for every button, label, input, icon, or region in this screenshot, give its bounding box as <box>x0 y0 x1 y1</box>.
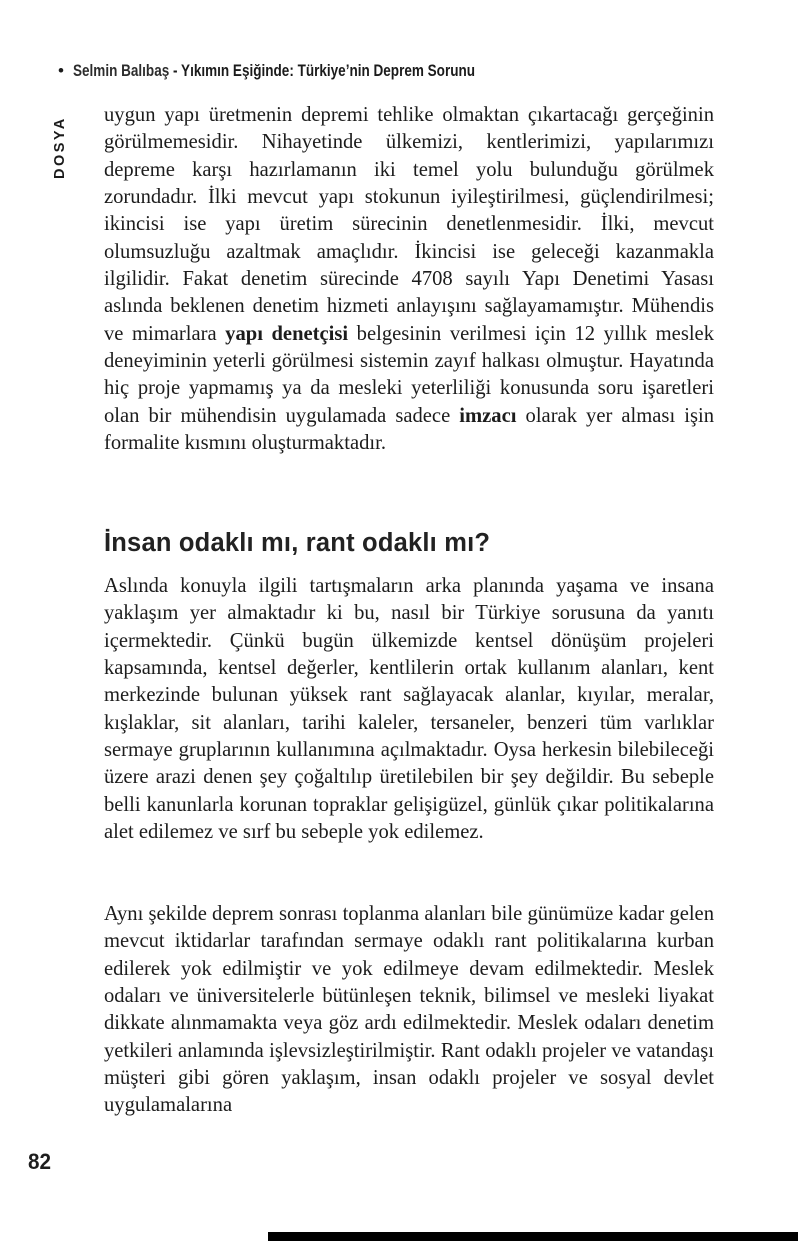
paragraph <box>104 573 714 846</box>
running-header <box>58 62 738 81</box>
bullet-icon: • <box>58 61 64 80</box>
paragraph <box>104 102 714 457</box>
text-run: Aslında konuyla ilgili tartışmaların arka planında yaşama ve insana yaklaşım yer almaktadır ki bu, nasıl bir Türkiye sorusuna da yanıtı içermektedir. Çünkü bugün ülkemizde kentsel dönüşüm projeleri kapsamında, kentsel değerler, kentlilerin ortak kullanım alanları, kent merkezinde bulunan yüksek rant sağlayacak alanlar, kıyılar, meralar, kışlaklar, sit alanları, tarihi kaleler, tersaneler, benzeri tüm varlıklar sermaye gruplarının kullanımına açılmaktadır. Oysa herkesin bilebileceği üzere arazi denen şey çoğaltılıp üretilebilen bir şey değildir. Bu sebeple belli kanunlarla korunan topraklar gelişigüzel, günlük çıkar politikalarına alet edilemez ve sırf bu sebeple yok edilemez. <box>104 575 714 844</box>
text-run: olarak yer alması işin formalite kısmını oluşturmaktadır. <box>104 404 714 455</box>
header-separator: - <box>169 62 182 80</box>
section-heading: İnsan odaklı mı, rant odaklı mı? <box>104 529 491 557</box>
page-number: 82 <box>28 1149 52 1174</box>
bold-term: imzacı <box>459 404 517 427</box>
book-title: Yıkımın Eşiğinde: Türkiye’nin Deprem Sorunu <box>181 62 475 80</box>
footer-bar <box>268 1232 798 1241</box>
paragraph <box>104 901 714 1120</box>
author-name: Selmin Balıbaş <box>72 62 170 80</box>
running-header-text <box>73 62 475 81</box>
text-run: Aynı şekilde deprem sonrası toplanma alanları bile günümüze kadar gelen mevcut iktidarlar tarafından sermaye odaklı rant politikalarına kurban edilerek yok edilmiştir ve yok edilmeye devam edilmektedir. Meslek odaları ve üniversitelerle bütünleşen teknik, bilimsel ve mesleki liyakat dikkate alınmamakta veya göz ardı edilmektedir. Meslek odaları denetim yetkileri anlamında işlevsizleştirilmiştir. Rant odaklı projeler ve vatandaşı müşteri gibi gören yaklaşım, insan odaklı projeler ve sosyal devlet uygulamalarına <box>104 903 714 1117</box>
text-run: belgesinin verilmesi için 12 yıllık meslek deneyiminin yeterli görülmesi sistemin zayıf halkası olmuştur. Hayatında hiç proje yapmamış ya da mesleki yeterliliği konusunda soru işaretleri olan bir mühendisin uygulamada sadece <box>104 322 714 427</box>
text-run: uygun yapı üretmenin depremi tehlike olmaktan çıkartacağı gerçeğinin görülmemesidir. Nihayetinde ülkemizi, kentlerimizi, yapılarımızı depreme karşı hazırlamanın iki temel yolu bulunduğu görülmek zorundadır. İlki mevcut yapı stokunun iyileştirilmesi, güçlendirilmesi; ikincisi ise yapı üretim sürecinin denetlenmesidir. İlki, mevcut olumsuzluğu azaltmak amaçlıdır. İkincisi ise geleceği kazanmakla ilgilidir. Fakat denetim sürecinde 4708 sayılı Yapı Denetimi Yasası aslında beklenen denetim hizmeti anlayışını sağlayamamıştır. Mühendis ve mimarlara <box>104 104 714 345</box>
bold-term: yapı denetçisi <box>225 322 349 345</box>
dossier-vertical-label: DOSYA <box>52 116 68 179</box>
